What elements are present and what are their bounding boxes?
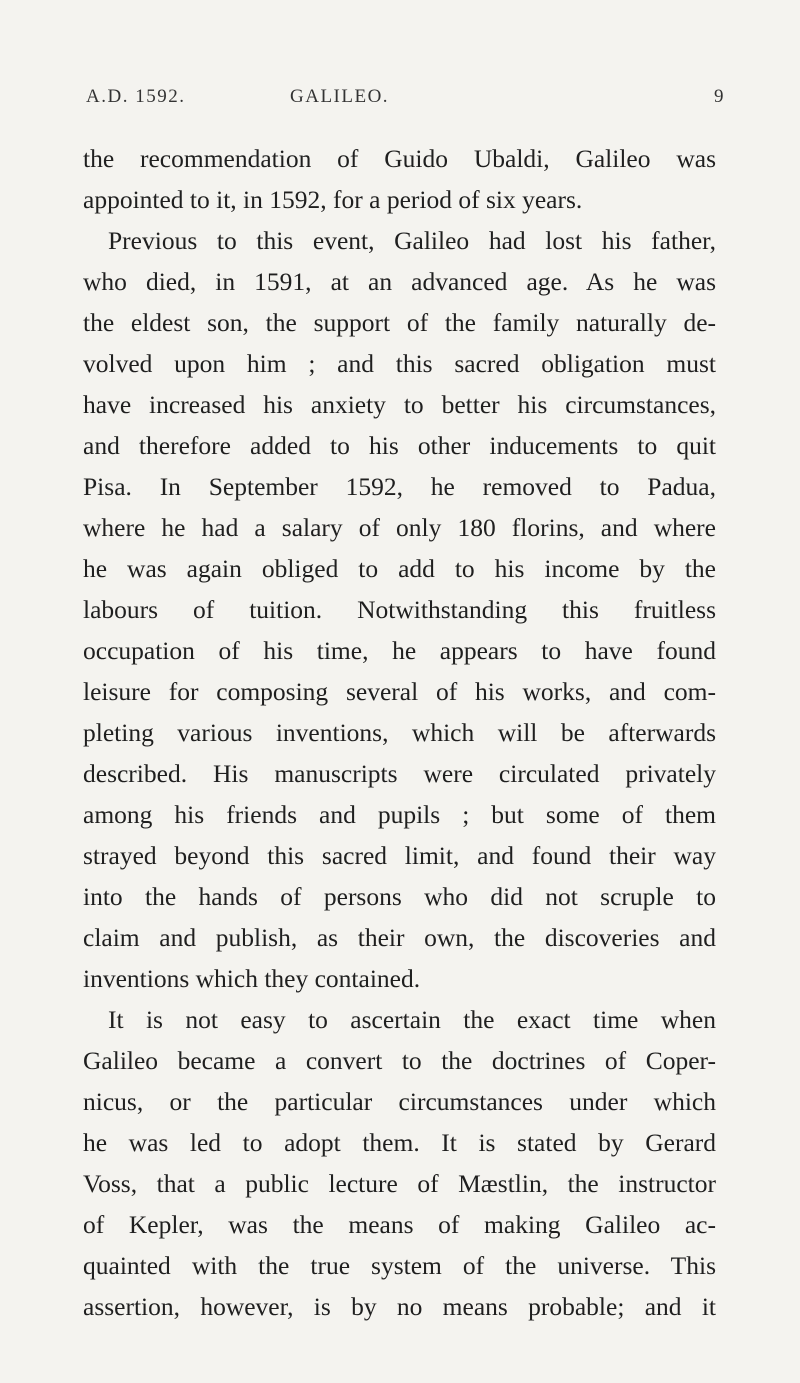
text-line: the recommendation of Guido Ubaldi, Galileo was [83, 144, 716, 173]
text-line: assertion, however, is by no means probable; and it [83, 1292, 716, 1321]
text-line: Pisa. In September 1592, he removed to Padua, [83, 472, 716, 501]
text-line: leisure for composing several of his works, and com- [83, 677, 716, 706]
text-line: labours of tuition. Notwithstanding this fruitless [83, 595, 716, 624]
text-line: claim and publish, as their own, the discoveries and [83, 923, 716, 952]
text-line: of Kepler, was the means of making Galileo ac- [83, 1210, 716, 1239]
text-line: appointed to it, in 1592, for a period of six years. [83, 185, 583, 214]
text-line: who died, in 1591, at an advanced age. As he was [83, 267, 716, 296]
text-line: occupation of his time, he appears to have found [83, 636, 716, 665]
text-line: pleting various inventions, which will be afterwards [83, 718, 716, 747]
text-line: strayed beyond this sacred limit, and found their way [83, 841, 716, 870]
text-line: quainted with the true system of the universe. This [83, 1251, 716, 1280]
running-head [80, 86, 725, 116]
text-line: he was led to adopt them. It is stated by Gerard [83, 1128, 716, 1157]
text-line: among his friends and pupils ; but some of them [83, 800, 716, 829]
text-line: the eldest son, the support of the family naturally de- [83, 308, 716, 337]
text-line: and therefore added to his other inducements to quit [83, 431, 716, 460]
running-head-title: GALILEO. [290, 86, 390, 107]
text-line: Galileo became a convert to the doctrines of Coper- [83, 1046, 716, 1075]
text-line: Voss, that a public lecture of Mæstlin, the instructor [83, 1169, 716, 1198]
text-line: into the hands of persons who did not scruple to [83, 882, 716, 911]
text-line: described. His manuscripts were circulated privately [83, 759, 716, 788]
page-number: 9 [714, 86, 725, 107]
text-line: nicus, or the particular circumstances under which [83, 1087, 716, 1116]
running-head-date: A.D. 1592. [86, 86, 186, 107]
text-line: have increased his anxiety to better his circumstances, [83, 390, 716, 419]
text-line: where he had a salary of only 180 florins, and where [83, 513, 716, 542]
text-line: volved upon him ; and this sacred obligation must [83, 349, 716, 378]
text-line: inventions which they contained. [83, 964, 421, 993]
text-line: It is not easy to ascertain the exact time when [108, 1005, 716, 1034]
text-line: he was again obliged to add to his income by the [83, 554, 716, 583]
text-line: Previous to this event, Galileo had lost his father, [108, 226, 716, 255]
